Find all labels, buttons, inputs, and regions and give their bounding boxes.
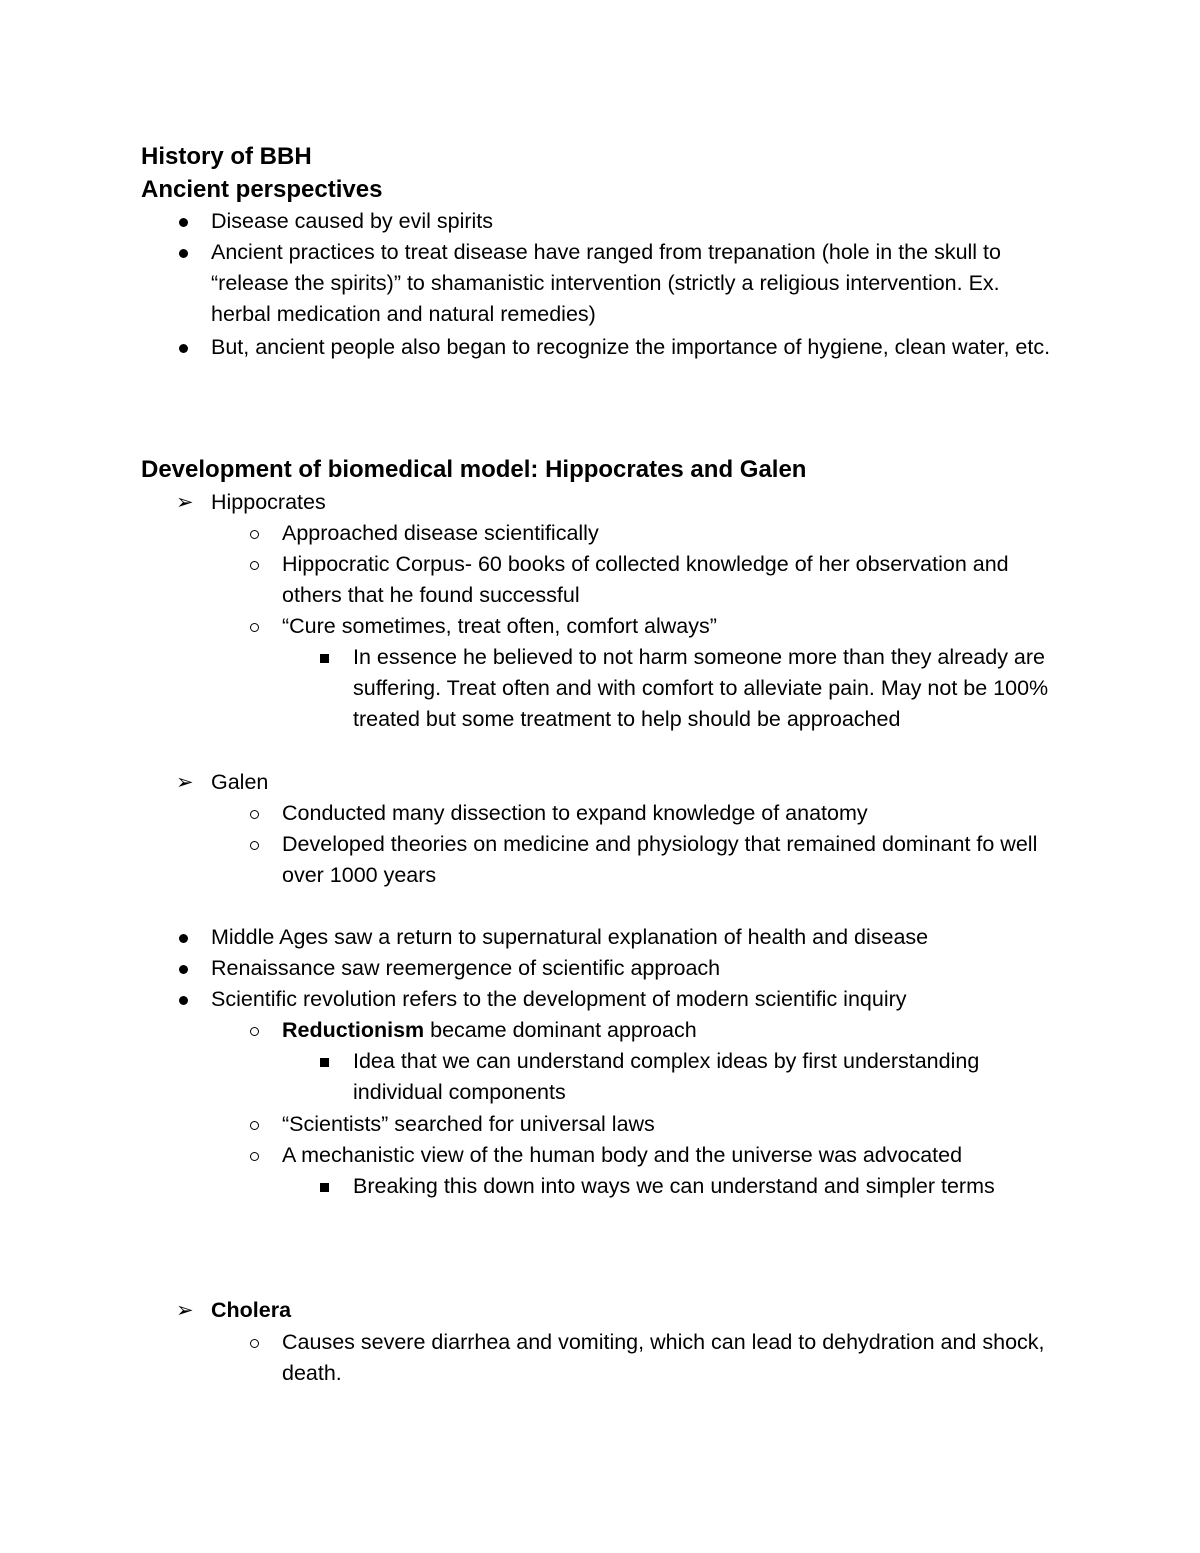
arrow-bullet-icon: ➢ bbox=[176, 771, 194, 794]
list-item: Breaking this down into ways we can understand and simpler terms bbox=[317, 1171, 1057, 1202]
bullet-dot-icon bbox=[179, 965, 188, 974]
list-item: Middle Ages saw a return to supernatural explanation of health and disease bbox=[176, 922, 1056, 953]
list-item: “Scientists” searched for universal laws bbox=[247, 1109, 1057, 1140]
list-item: Ancient practices to treat disease have ranged from trepanation (hole in the skull to “release the spirits)” to shamanistic intervention (strictly a religious intervention. Ex. herbal medication and natural remedies) bbox=[176, 237, 1056, 331]
list-item: A mechanistic view of the human body and the universe was advocated bbox=[247, 1140, 1057, 1171]
bullet-circle-icon bbox=[250, 810, 259, 819]
bullet-dot-icon bbox=[179, 218, 188, 227]
bullet-circle-icon bbox=[250, 841, 259, 850]
arrow-bullet-icon: ➢ bbox=[176, 1299, 194, 1322]
bullet-circle-icon bbox=[250, 1339, 259, 1348]
list-item: Renaissance saw reemergence of scientific approach bbox=[176, 953, 1056, 984]
list-item: In essence he believed to not harm someone more than they already are suffering. Treat often and with comfort to alleviate pain. May not be 100% treated but some treatment to help should be approached bbox=[317, 642, 1057, 736]
page-title: History of BBH bbox=[141, 143, 312, 170]
bullet-circle-icon bbox=[250, 1121, 259, 1130]
bullet-square-icon bbox=[320, 654, 329, 663]
bullet-dot-icon bbox=[179, 249, 188, 258]
list-item: Idea that we can understand complex ideas by first understanding individual components bbox=[317, 1046, 1057, 1108]
list-item-cholera: ➢ Cholera bbox=[176, 1295, 1056, 1326]
bullet-square-icon bbox=[320, 1183, 329, 1192]
bullet-circle-icon bbox=[250, 623, 259, 632]
bullet-circle-icon bbox=[250, 530, 259, 539]
list-item: Hippocratic Corpus- 60 books of collected knowledge of her observation and others that he found successful bbox=[247, 549, 1057, 611]
list-item-reductionism: Reductionism became dominant approach bbox=[247, 1015, 1057, 1046]
arrow-bullet-icon: ➢ bbox=[176, 491, 194, 514]
bullet-dot-icon bbox=[179, 934, 188, 943]
list-item: Developed theories on medicine and physiology that remained dominant fo well over 1000 years bbox=[247, 829, 1057, 891]
bullet-dot-icon bbox=[179, 344, 188, 353]
bullet-circle-icon bbox=[250, 561, 259, 570]
list-item: Causes severe diarrhea and vomiting, which can lead to dehydration and shock, death. bbox=[247, 1327, 1057, 1389]
list-item-hippocrates: ➢ Hippocrates bbox=[176, 487, 1056, 518]
list-item: But, ancient people also began to recognize the importance of hygiene, clean water, etc. bbox=[176, 332, 1056, 363]
list-item: “Cure sometimes, treat often, comfort always” bbox=[247, 611, 1057, 642]
reductionism-term: Reductionism bbox=[282, 1018, 425, 1042]
list-item: Disease caused by evil spirits bbox=[176, 206, 1056, 237]
section-heading-ancient: Ancient perspectives bbox=[141, 176, 383, 203]
bullet-dot-icon bbox=[179, 996, 188, 1005]
bullet-circle-icon bbox=[250, 1027, 259, 1036]
section-heading-biomedical: Development of biomedical model: Hippocrates and Galen bbox=[141, 456, 807, 483]
list-item: Conducted many dissection to expand knowledge of anatomy bbox=[247, 798, 1057, 829]
list-item-galen: ➢ Galen bbox=[176, 767, 1056, 798]
list-item: Scientific revolution refers to the development of modern scientific inquiry bbox=[176, 984, 1056, 1015]
bullet-square-icon bbox=[320, 1058, 329, 1067]
list-item: Approached disease scientifically bbox=[247, 518, 1057, 549]
bullet-circle-icon bbox=[250, 1152, 259, 1161]
